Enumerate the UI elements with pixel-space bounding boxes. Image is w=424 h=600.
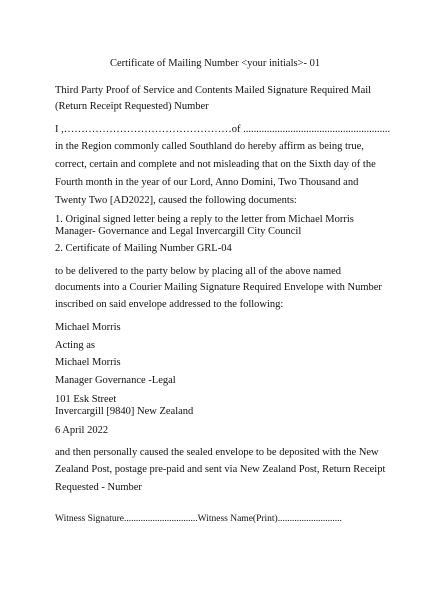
affirm-line-1: I ,…………………………………………of ........................................................ <box>55 124 391 135</box>
addressee-name-2: Michael Morris <box>55 357 121 368</box>
affirm-line-4: Fourth month in the year of our Lord, Anno Domini, Two Thousand and <box>55 177 359 188</box>
closing-line-2: Zealand Post, postage pre-paid and sent via New Zealand Post, Return Receipt <box>55 464 386 475</box>
closing-line-1: and then personally caused the sealed envelope to be deposited with the New <box>55 447 379 458</box>
date: 6 April 2022 <box>55 425 109 436</box>
document-2: 2. Certificate of Mailing Number GRL-04 <box>55 243 232 254</box>
addressee-role: Manager Governance -Legal <box>55 375 176 386</box>
affirm-line-5: Twenty Two [AD2022], caused the following documents: <box>55 195 297 206</box>
address-line-2: Invercargill [9840] New Zealand <box>55 406 194 417</box>
closing-line-3: Requested - Number <box>55 482 142 493</box>
document-1-line-1: 1. Original signed letter being a reply to the letter from Michael Morris <box>55 214 354 225</box>
document-1-line-2: Manager- Governance and Legal Invercargill City Council <box>55 226 302 237</box>
certificate-title: Certificate of Mailing Number <your initials>- 01 <box>110 58 321 69</box>
subtitle-line-2: (Return Receipt Requested) Number <box>55 101 209 112</box>
address-line-1: 101 Esk Street <box>55 394 117 405</box>
acting-as: Acting as <box>55 340 95 351</box>
affirm-line-2: in the Region commonly called Southland do hereby affirm as being true, <box>55 141 364 152</box>
delivery-line-1: to be delivered to the party below by placing all of the above named <box>55 266 342 277</box>
affirm-line-3: correct, certain and complete and not misleading that on the Sixth day of the <box>55 159 376 170</box>
delivery-line-3: inscribed on said envelope addressed to the following: <box>55 299 284 310</box>
addressee-name: Michael Morris <box>55 322 121 333</box>
subtitle-line-1: Third Party Proof of Service and Contents Mailed Signature Required Mail <box>55 85 372 96</box>
delivery-line-2: documents into a Courier Mailing Signature Required Envelope with Number <box>55 282 382 293</box>
witness-signature-line: Witness Signature...............................Witness Name(Print)........................... <box>55 514 342 524</box>
